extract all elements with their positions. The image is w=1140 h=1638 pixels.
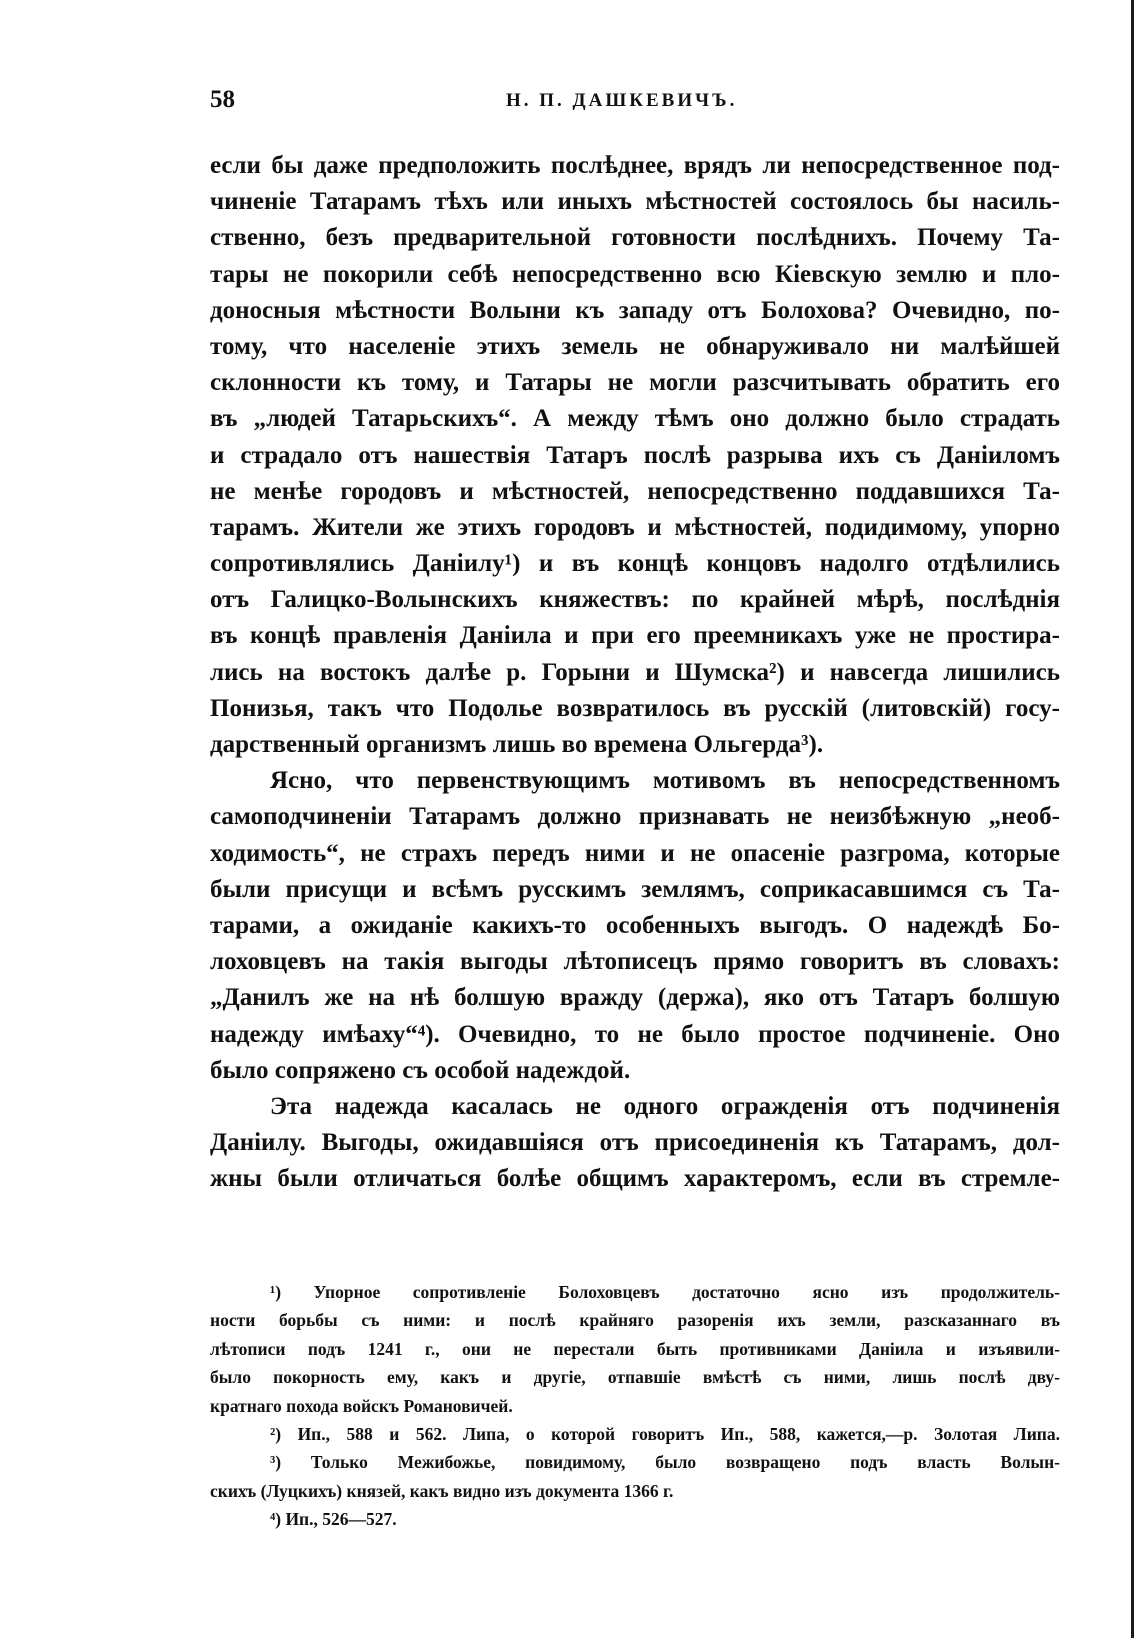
text-line: не менѣе городовъ и мѣстностей, непосредственно поддавшихся Та- [210, 477, 1060, 505]
text-line: чиненіе Татарамъ тѣхъ или иныхъ мѣстностей состоялось бы насиль- [210, 188, 1060, 216]
text-line: Понизья, такъ что Подолье возвратилось въ русскій (литовскій) госу- [210, 694, 1060, 722]
text-line: тому, что населеніе этихъ земель не обнаруживало ни малѣйшей [210, 332, 1060, 360]
footnote-1-line: кратнаго похода войскъ Романовичей. [210, 1395, 513, 1416]
paragraph-start-line: Ясно, что первенствующимъ мотивомъ въ непосредственномъ [270, 767, 1060, 795]
text-line: доносныя мѣстности Волыни къ западу отъ Болохова? Очевидно, по- [210, 296, 1060, 324]
text-line: въ концѣ правленія Даніила и при его преемникахъ уже не простира- [210, 622, 1060, 650]
text-line: самоподчиненіи Татарамъ должно признавать не неизбѣжную „необ- [210, 803, 1060, 831]
text-line: надежду имѣаху“⁴). Очевидно, то не было простое подчиненіе. Оно [210, 1020, 1060, 1048]
text-line: тарамъ. Жители же этихъ городовъ и мѣстностей, подидимому, упорно [210, 513, 1060, 541]
footnote-3-line: ³) Только Межибожье, повидимому, было возвращено подъ власть Волын- [270, 1452, 1060, 1473]
text-line: тарами, а ожиданіе какихъ-то особенныхъ выгодъ. О надеждѣ Бо- [210, 911, 1060, 939]
footnote-1-line: ¹) Упорное сопротивленіе Болоховцевъ достаточно ясно изъ продолжитель- [270, 1282, 1060, 1302]
text-line: лоховцевъ на такія выгоды лѣтописецъ прямо говоритъ въ словахъ: [210, 948, 1060, 976]
text-line: если бы даже предположить послѣднее, врядъ ли непосредственное под- [210, 152, 1060, 179]
footnote-3-line: скихъ (Луцкихъ) князей, какъ видно изъ документа 1366 г. [210, 1480, 674, 1501]
footnote-1-line: было покорность ему, какъ и другіе, отпавшіе вмѣстѣ съ ними, лишь послѣ дву- [210, 1367, 1060, 1388]
main-text [210, 148, 1060, 1197]
text-line: Даніилу. Выгоды, ожидавшіяся отъ присоединенія къ Татарамъ, дол- [210, 1129, 1060, 1157]
page-header [210, 86, 1060, 120]
page-number: 58 [210, 86, 235, 113]
text-line: ходимость“, не страхъ передъ ними и не опасеніе разгрома, которые [210, 839, 1060, 867]
text-line: въ „людей Татарьскихъ“. А между тѣмъ оно должно было страдать [210, 405, 1060, 433]
text-line: ственно, безъ предварительной готовности послѣднихъ. Почему Та- [210, 224, 1060, 252]
footnote-1-line: лѣтописи подъ 1241 г., они не перестали быть противниками Даніила и изъявили- [210, 1338, 1060, 1359]
footnote-4-line: ⁴) Ип., 526—527. [270, 1509, 397, 1530]
text-line: тары не покорили себѣ непосредственно всю Кіевскую землю и пло- [210, 260, 1060, 288]
text-line: были присущи и всѣмъ русскимъ землямъ, соприкасавшимся съ Та- [210, 875, 1060, 903]
page-edge-shadow [1131, 0, 1134, 1638]
text-line: дарственный организмъ лишь во времена Ольгерда³). [210, 731, 824, 758]
text-line: жны были отличаться болѣе общимъ характеромъ, если въ стремле- [210, 1165, 1060, 1193]
text-line: „Данилъ же на нѣ болшую вражду (держа), яко отъ Татаръ болшую [210, 984, 1060, 1012]
text-line: лись на востокъ далѣе р. Горыни и Шумска²) и навсегда лишились [210, 658, 1060, 686]
text-line: сопротивлялись Даніилу¹) и въ концѣ концовъ надолго отдѣлились [210, 550, 1060, 578]
text-line: было сопряжено съ особой надеждой. [210, 1056, 631, 1084]
paragraph-start-line: Эта надежда касалась не одного огражденія отъ подчиненія [270, 1092, 1060, 1120]
text-line: склонности къ тому, и Татары не могли разсчитывать обратить его [210, 369, 1060, 397]
footnote-1-line: ности борьбы съ ними: и послѣ крайняго разоренія ихъ земли, разсказаннаго въ [210, 1310, 1060, 1331]
text-line: отъ Галицко-Волынскихъ княжествъ: по крайней мѣрѣ, послѣднія [210, 586, 1060, 614]
text-line: и страдало отъ нашествія Татаръ послѣ разрыва ихъ съ Даніиломъ [210, 441, 1060, 469]
footnote-2-line: ²) Ип., 588 и 562. Липа, о которой говоритъ Ип., 588, кажется,—р. Золотая Липа. [270, 1423, 1060, 1444]
running-title: Н. П. ДАШКЕВИЧЪ. [506, 90, 738, 111]
footnotes [210, 1278, 1060, 1534]
